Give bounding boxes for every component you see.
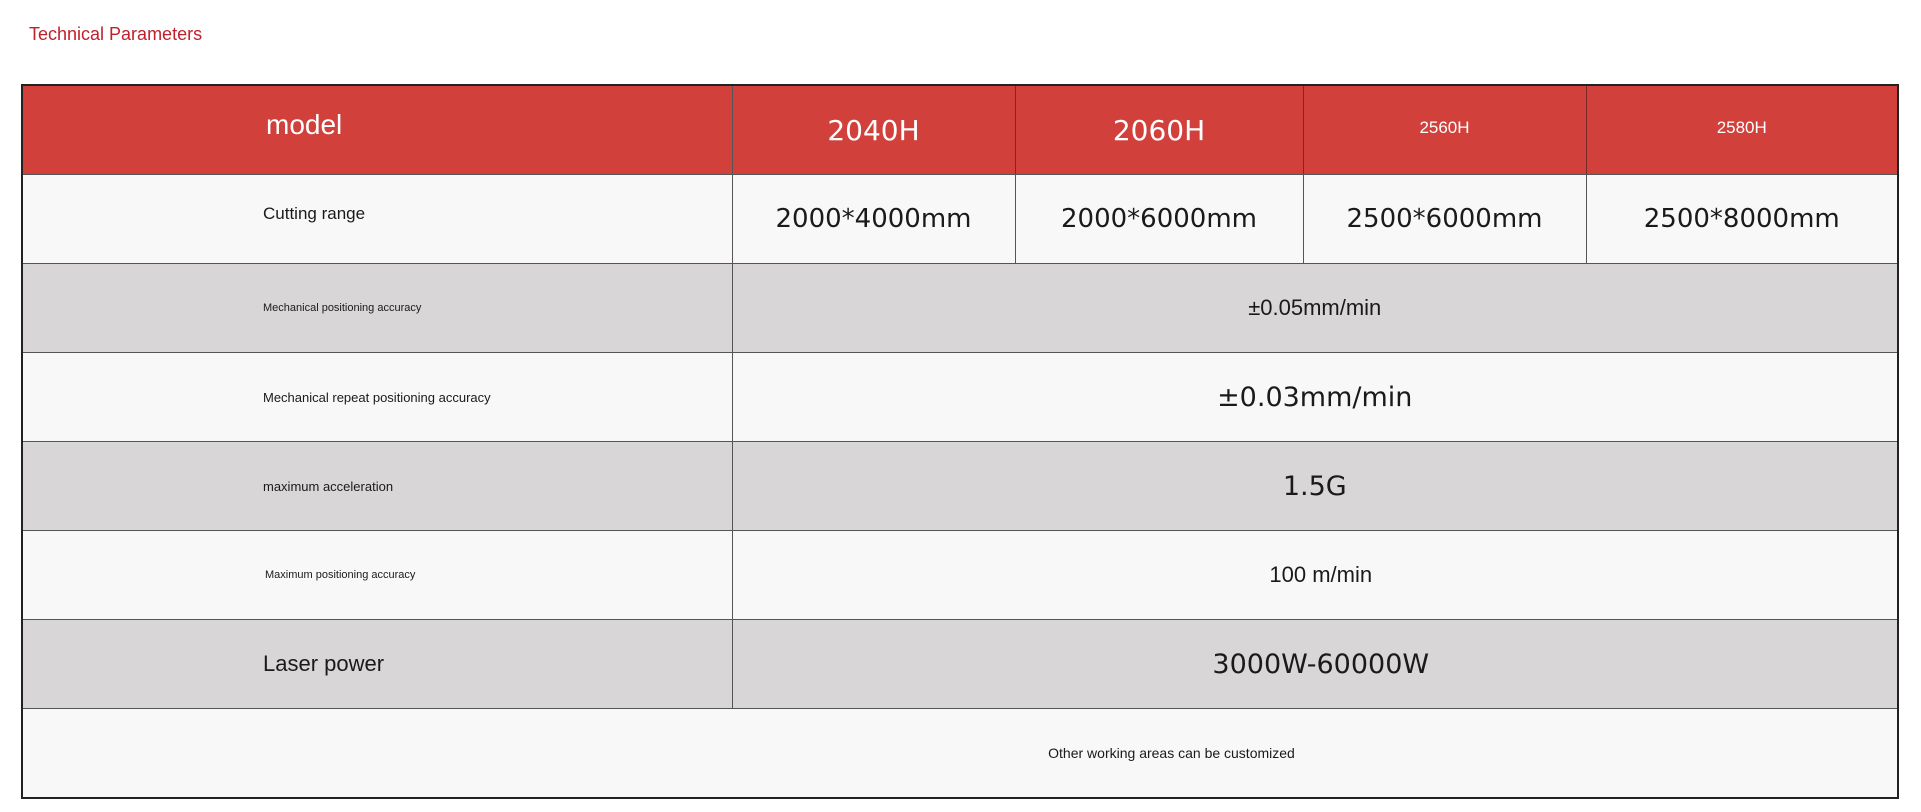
row-label: Maximum positioning accuracy	[265, 569, 416, 581]
table-row	[22, 442, 1898, 531]
table-row	[22, 353, 1898, 442]
table-row	[22, 531, 1898, 620]
value-cell	[732, 264, 1898, 353]
header-model-cell	[732, 85, 1015, 175]
row-label: Mechanical positioning accuracy	[263, 302, 422, 314]
section-title: Technical Parameters	[29, 24, 203, 44]
cell-value: 1.5G	[1282, 470, 1347, 502]
cell-value: 100 m/min	[1269, 562, 1373, 587]
table-row	[22, 620, 1898, 709]
technical-parameters-table	[21, 84, 1899, 799]
row-label-cell	[22, 620, 732, 709]
value-cell	[732, 353, 1898, 442]
header-model-cell	[1586, 85, 1898, 175]
row-label-cell	[22, 531, 732, 620]
cell-value: ±0.03mm/min	[1217, 381, 1413, 413]
model-name: 2060H	[1112, 113, 1206, 147]
row-label: maximum acceleration	[263, 478, 394, 494]
model-name: 2580H	[1716, 118, 1767, 137]
cell-value: 2500*8000mm	[1643, 204, 1840, 234]
footer-note: Other working areas can be customized	[1048, 745, 1295, 761]
value-cell	[732, 531, 1898, 620]
value-cell	[732, 620, 1898, 709]
cell-value: 2000*6000mm	[1061, 204, 1257, 234]
table-row	[22, 175, 1898, 264]
row-label-cell	[22, 175, 732, 264]
row-label-cell	[22, 442, 732, 531]
row-label: Cutting range	[263, 204, 366, 223]
header-label-cell	[22, 85, 732, 175]
header-label: model	[266, 109, 343, 140]
value-cell	[1586, 175, 1898, 264]
cell-value: 3000W-60000W	[1212, 648, 1430, 680]
model-name: 2560H	[1419, 118, 1470, 137]
header-model-cell	[1303, 85, 1586, 175]
value-cell	[732, 442, 1898, 531]
header-model-cell	[1015, 85, 1303, 175]
row-label: Laser power	[263, 651, 385, 676]
table-row	[22, 264, 1898, 353]
row-label: Mechanical repeat positioning accuracy	[263, 389, 491, 405]
table-header-row	[22, 85, 1898, 175]
table-footer-row	[22, 709, 1898, 799]
model-name: 2040H	[827, 113, 920, 147]
row-label-cell	[22, 264, 732, 353]
value-cell	[1303, 175, 1586, 264]
value-cell	[732, 175, 1015, 264]
cell-value: ±0.05mm/min	[1248, 295, 1382, 320]
cell-value: 2500*6000mm	[1346, 204, 1543, 234]
row-label-cell	[22, 353, 732, 442]
value-cell	[1015, 175, 1303, 264]
cell-value: 2000*4000mm	[775, 204, 972, 234]
footer-cell	[22, 709, 1898, 799]
